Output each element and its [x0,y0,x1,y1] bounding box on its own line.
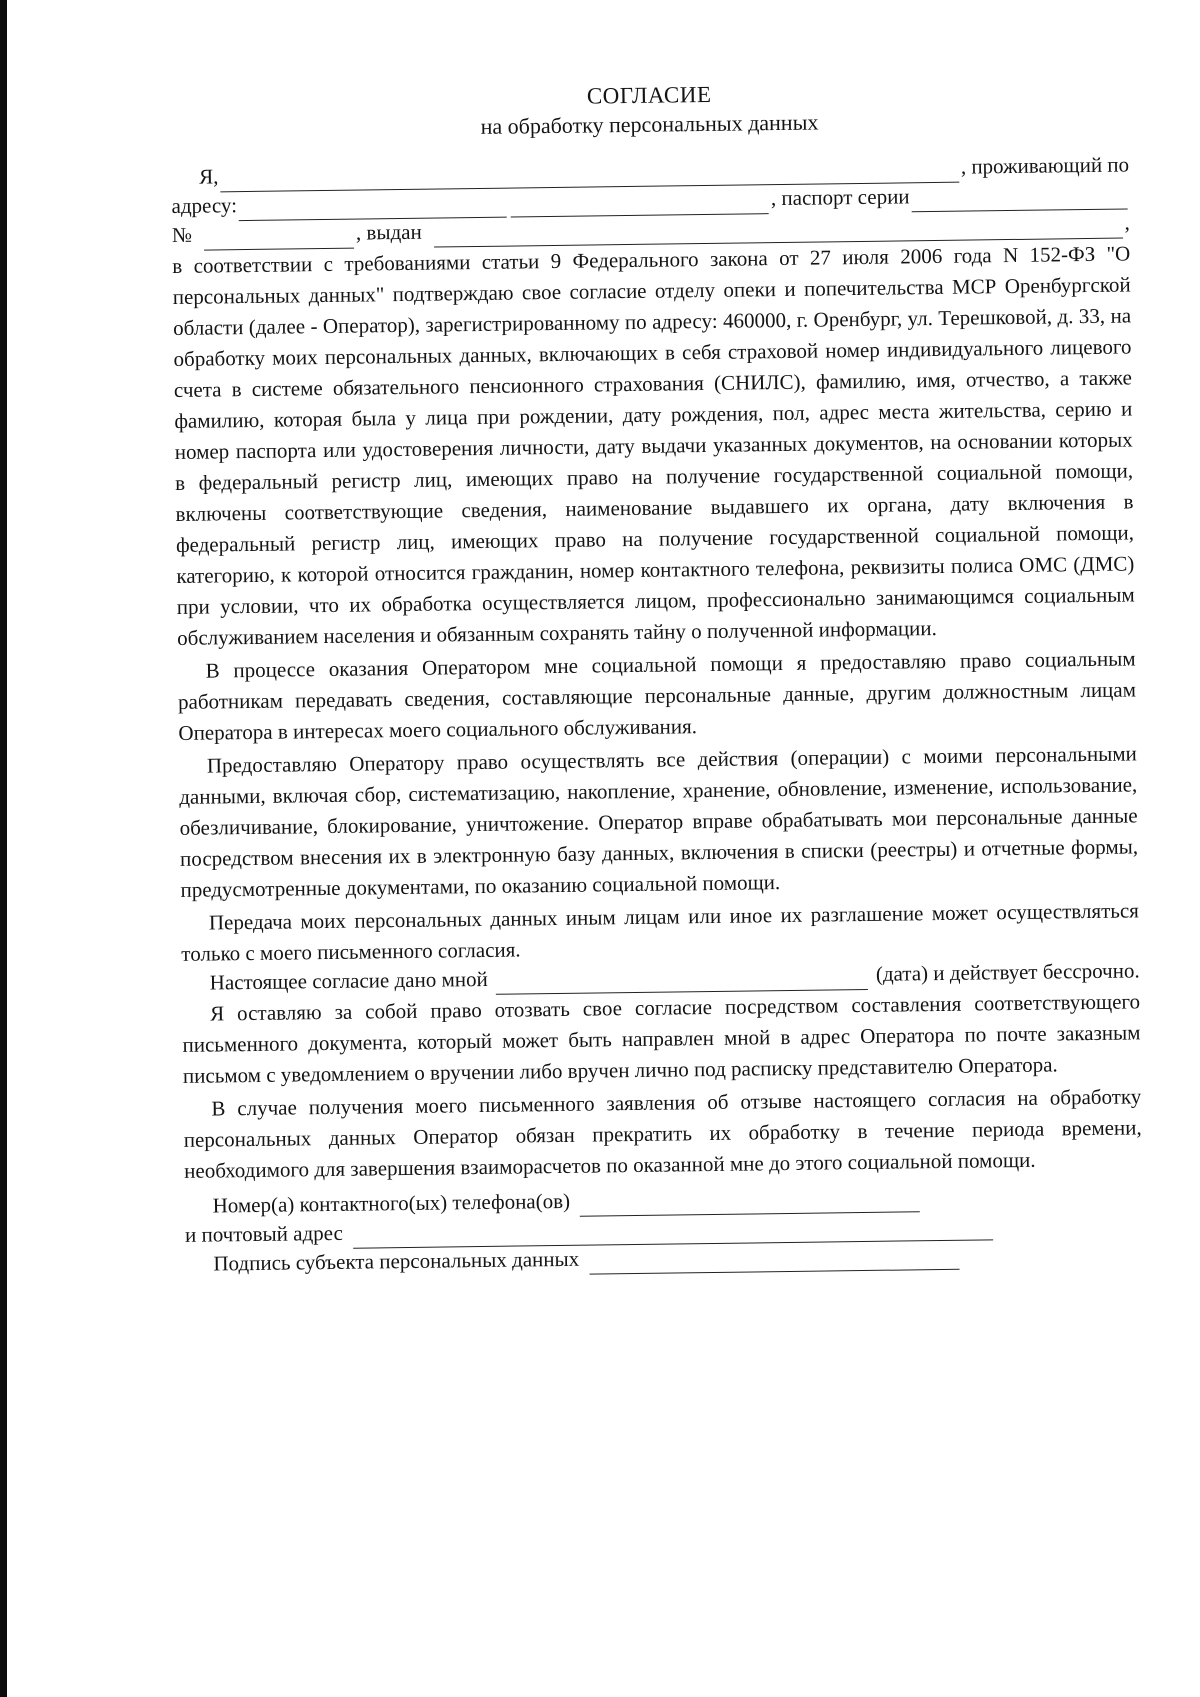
scan-edge [0,0,7,1697]
paragraph-termination: В случае получения моего письменного заявления об отзыве настоящего согласия на обработку персональных данных Оператор обязан прекратить их обработку в течение периода времени, необходимого для завершения взаиморасчетов по оказанной мне до этого социальной помощи. [183,1084,1142,1183]
passport-series-blank[interactable] [912,188,1128,212]
paragraph-consent: в соответствии с требованиями статьи 9 Федерального закона от 27 июля 2006 года N 152-ФЗ "О персональных данных" подтверждаю свое согласие отделу опеки и попечительства МСР Оренбургской области (далее - Оператор), зарегистрированному по адресу: 460000, г. Оренбург, ул. Терешковой, д. 33, на обработку моих персональных данных, включающих в себя страховой номер индивидуального лицевого счета в системе обязательного пенсионного страхования (СНИЛС), фамилию, имя, отчество, а также фамилию, которая была у лица при рождении, дату рождения, пол, адрес места жительства, серию и номер паспорта или удостоверения личности, дату выдачи указанных документов, на основании которых в федеральный регистр лиц, имеющих право на получение государственной социальной помощи, включены соответствующие сведения, наименование выдавшего их органа, дату включения в федеральный регистр лиц, имеющих право на получение государственной социальной помощи, категорию, к которой относится гражданин, номер контактного телефона, реквизиты полиса ОМС (ДМС) при условии, что их обработка осуществляется лицом, профессионально занимающимся социальным обслуживанием населения и обязанным сохранять тайну о полученной информации. [172,241,1135,650]
paragraph-disclosure: Передача моих персональных данных иным лицам или иное их разглашение может осуществляться только с моего письменного согласия. [181,898,1140,966]
ya-label: Я, [199,164,219,189]
phone-label: Номер(а) контактного(ых) телефона(ов) [212,1188,571,1218]
signature-blank[interactable] [589,1249,959,1275]
consent-date-suffix: (дата) и действует бессрочно. [875,958,1140,986]
postal-label: и почтовый адрес [184,1220,343,1247]
address-label: адресу: [171,193,238,218]
residing-label: , проживающий по [960,152,1130,179]
consent-document [170,75,1144,1279]
address-blank-2[interactable] [511,193,769,217]
paragraph-operations: Предоставляю Оператору право осуществлять все действия (операции) с моими персональными данными, включая сбор, систематизацию, накопление, хранение, обновление, изменение, использование, обезличивание, блокирование, уничтожение. Оператор вправе обрабатывать мои персональные данные посредством внесения их в электронную базу данных, включения в списки (реестры) и отчетные формы, предусмотренные документами, по оказанию социальной помощи. [179,741,1139,902]
document-title: СОГЛАСИЕ [586,81,712,109]
paragraph-revocation: Я оставляю за собой право отозвать свое согласие посредством составления соответствующего письменного документа, который может быть направлен мной в адрес Оператора по почте заказным письмом с уведомлением о вручении либо вручен лично под расписку представителю Оператора. [182,989,1141,1088]
signature-label: Подпись субъекта персональных данных [213,1246,580,1276]
document-subtitle: на обработку персональных данных [480,109,819,139]
phone-blank[interactable] [580,1191,920,1216]
paragraph-transfer-rights: В процессе оказания Оператором мне социальной помощи я предоставляю право социальным работникам передавать сведения, составляющие персональные данные, другим должностным лицам Оператора в интересах моего социального обслуживания. [177,646,1137,745]
issued-label: , выдан [355,219,422,245]
number-sign: № [171,222,193,247]
passport-number-blank[interactable] [204,228,354,251]
consent-date-label: Настоящее согласие дано мной [209,966,488,995]
issued-comma: , [1124,210,1130,235]
passport-series-label: , паспорт серии [770,184,910,211]
